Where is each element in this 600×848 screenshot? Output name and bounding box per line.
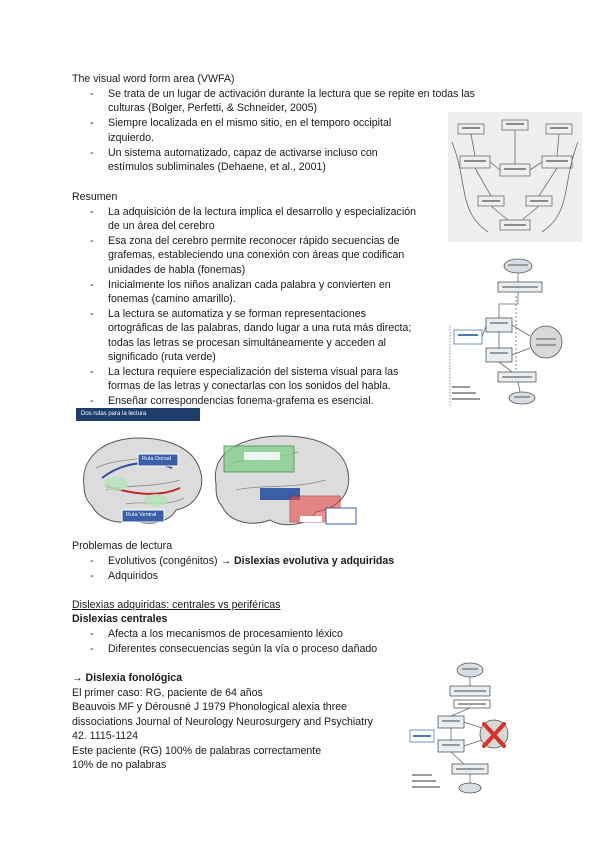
fonologica-line-3: dissociations Journal of Neurology Neurosurgery and Psychiatry [72,716,373,728]
resumen-bullet-2-line-3: unidades de habla (fonemas) [108,264,246,276]
brain-routes-image [76,428,372,532]
resumen-bullet-3-line-1: Inicialmente los niños analizan cada palabra y convierten en [108,279,391,291]
dislexias-bullet-1: Afecta a los mecanismos de procesamiento léxico [108,628,343,640]
resumen-bullet-5-line-2: formas de las letras y conectarlas con los sonidos del habla. [108,380,391,392]
resumen-heading: Resumen [72,191,118,203]
bullet-dash: - [90,117,94,129]
vwfa-bullet-3-line-1: Un sistema automatizado, capaz de activarse incluso con [108,147,378,159]
vwfa-bullet-2-line-1: Siempre localizada en el mismo sitio, en el temporo occipital [108,117,392,129]
fonologica-line-4: 42. 1115-1124 [72,730,138,742]
fonologica-line-2: Beauvois MF y Dérousné J 1979 Phonological alexia three [72,701,348,713]
resumen-bullet-4-line-2: ortográficas de las palabras, dando lugar a una ruta más directa; [108,322,412,334]
bullet-dash: - [90,206,94,218]
problemas-item-1 [108,554,394,568]
resumen-bullet-4-line-1: La lectura se automatiza y se forman representaciones [108,308,366,320]
bullet-dash: - [90,88,94,100]
bullet-dash: - [90,395,94,407]
problemas-heading: Problemas de lectura [72,540,173,552]
fonologica-heading: → Dislexia fonológica [72,672,183,684]
bullet-dash: - [90,147,94,159]
bullet-dash: - [90,366,94,378]
brain-figure-banner [76,408,200,421]
reading-model-flowchart-image [442,256,582,408]
dislexias-centrales-subheading: Dislexias centrales [72,613,168,625]
resumen-bullet-6-line-1: Enseñar correspondencias fonema-grafema es esencial. [108,395,374,407]
bullet-dash: - [90,628,94,640]
resumen-bullet-1-line-1: La adquisición de la lectura implica el desarrollo y especialización [108,206,416,218]
vwfa-heading: The visual word form area (VWFA) [72,73,235,85]
resumen-bullet-4-line-3: todas las letras se procesan simultáneamente y acceden al [108,337,386,349]
fonologica-line-5: Este paciente (RG) 100% de palabras correctamente [72,745,322,757]
ruta-ventral-label: Ruta Ventral [126,512,157,518]
reading-model-flowchart [442,256,582,408]
resumen-bullet-4-line-4: significado (ruta verde) [108,351,216,363]
fonologica-line-6: 10% de no palabras [72,759,167,771]
bullet-dash: - [90,235,94,247]
resumen-bullet-3-line-2: fonemas (camino amarillo). [108,293,236,305]
vwfa-bullet-1-line-1: Se trata de un lugar de activación durante la lectura que se repite en todas las [108,88,475,100]
bullet-dash: - [90,570,94,582]
resumen-bullet-2-line-1: Esa zona del cerebro permite reconocer rápido secuencias de [108,235,400,247]
vwfa-bullet-2-line-2: izquierdo. [108,132,154,144]
ruta-dorsal-label: Ruta Dorsal [142,456,172,462]
vwfa-diagram-image [448,112,582,242]
phonological-dyslexia-flowchart-image [404,660,556,794]
bullet-dash: - [90,308,94,320]
vwfa-bullet-3-line-2: estímulos subliminales (Dehaene, et al., 2001) [108,161,326,173]
bullet-dash: - [90,643,94,655]
brain-figure-banner-text: Dos rutas para la lectura [81,411,147,417]
dislexias-bullet-2: Diferentes consecuencias según la vía o proceso dañado [108,643,378,655]
resumen-bullet-2-line-2: grafemas, estableciendo una conexión con áreas que codifican [108,249,405,261]
dislexias-heading: Dislexias adquiridas: centrales vs periféricas [72,599,281,611]
fonologica-line-1: El primer caso: RG, paciente de 64 años [72,687,263,699]
resumen-bullet-1-line-2: de un área del cerebro [108,220,215,232]
brain-routes-figure [76,408,372,532]
problemas-item-1-bold: Dislexias evolutiva y adquiridas [234,555,395,567]
bullet-dash: - [90,555,94,567]
problemas-item-2: Adquiridos [108,570,159,582]
vwfa-diagram-figure [448,112,582,242]
vwfa-bullet-1-line-2: culturas (Bolger, Perfetti, & Schneider, 2005) [108,102,318,114]
phonological-dyslexia-flowchart [404,660,556,794]
problemas-item-1-prefix: Evolutivos (congénitos) → [108,555,235,567]
resumen-bullet-5-line-1: La lectura requiere especialización del sistema visual para las [108,366,399,378]
bullet-dash: - [90,279,94,291]
